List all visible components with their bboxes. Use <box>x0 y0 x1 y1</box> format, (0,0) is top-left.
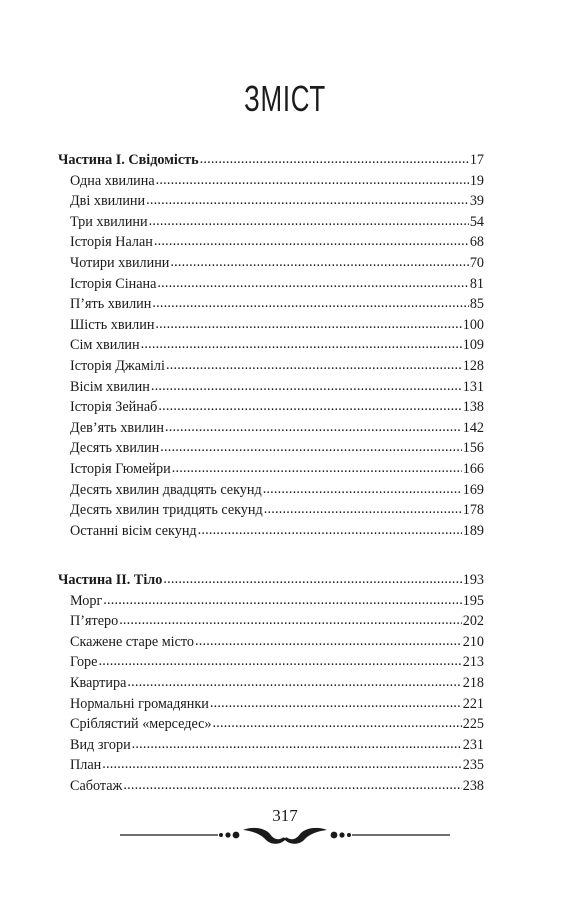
toc-entry <box>70 694 484 714</box>
dot-leader <box>154 231 469 251</box>
page-ref: 81 <box>469 275 484 292</box>
toc-entry <box>70 253 484 273</box>
page-ref: 221 <box>462 695 484 712</box>
chapter-title: Історія Гюмейри <box>70 461 171 477</box>
page-ref: 218 <box>462 675 484 691</box>
toc-entry <box>70 611 484 631</box>
toc-entry <box>70 591 484 611</box>
page-ref: 54 <box>469 213 484 230</box>
part-heading-row <box>58 570 484 590</box>
chapter-title: Десять хвилин двадцять секунд <box>70 481 262 498</box>
dot-leader <box>157 273 468 293</box>
chapter-title: Сім хвилин <box>70 337 140 354</box>
page-ref: 195 <box>462 592 484 609</box>
page-ref: 189 <box>462 522 484 539</box>
page-ref: 193 <box>462 572 484 588</box>
chapter-title: Скажене старе місто <box>70 633 195 650</box>
dot-leader <box>151 376 462 396</box>
page-ref: 85 <box>469 296 484 313</box>
chapter-title: Морг <box>70 592 103 609</box>
page-ref: 19 <box>469 172 484 189</box>
page-ref: 166 <box>462 461 484 477</box>
dot-leader <box>127 672 461 692</box>
dot-leader <box>103 590 461 610</box>
dot-leader <box>149 211 469 231</box>
toc-entry <box>70 652 484 672</box>
dot-leader <box>132 734 462 754</box>
toc-entry <box>70 500 484 520</box>
page-ref: 128 <box>462 358 484 374</box>
dot-leader <box>200 149 469 169</box>
chapter-title: П’ятеро <box>70 613 119 630</box>
page-ref: 68 <box>469 234 484 251</box>
toc-entry <box>70 191 484 211</box>
chapter-title: П’ять хвилин <box>70 296 152 313</box>
toc-title: ЗМІСТ <box>244 78 326 119</box>
toc-entry <box>70 356 484 376</box>
dot-leader <box>98 651 461 671</box>
chapter-title: Саботаж <box>70 778 123 794</box>
chapter-title: Сріблястий «мерседес» <box>70 716 212 733</box>
toc-entry <box>70 171 484 191</box>
dot-leader <box>172 458 462 478</box>
chapter-title: Десять хвилин <box>70 440 160 457</box>
toc-entry <box>70 438 484 458</box>
page-ref: 17 <box>469 152 484 168</box>
dot-leader <box>170 252 468 272</box>
page-ref: 109 <box>462 337 484 354</box>
toc-entry <box>70 274 484 294</box>
page-ref: 210 <box>462 633 484 650</box>
dot-leader <box>264 499 462 519</box>
toc-entry <box>70 714 484 734</box>
toc-entry <box>70 335 484 355</box>
page-ref: 202 <box>462 613 484 630</box>
toc-entry <box>70 755 484 775</box>
chapter-title: Вид згори <box>70 736 131 753</box>
toc-entry <box>70 212 484 232</box>
toc-entry <box>70 397 484 417</box>
dot-leader <box>160 437 462 457</box>
chapter-title: Дві хвилини <box>70 193 146 210</box>
page-ref: 213 <box>462 654 484 671</box>
dot-leader <box>213 713 462 733</box>
page-ref: 225 <box>462 716 484 733</box>
dot-leader <box>263 479 462 499</box>
dot-leader <box>156 170 469 190</box>
dot-leader <box>166 355 462 375</box>
chapter-title: Одна хвилина <box>70 172 155 189</box>
dot-leader <box>195 631 462 651</box>
page-ref: 238 <box>462 778 484 794</box>
chapter-title: Історія Джамілі <box>70 358 165 374</box>
dot-leader <box>163 569 461 589</box>
chapter-title: Історія Зейнаб <box>70 399 158 416</box>
toc-entry <box>70 459 484 479</box>
page-ref: 100 <box>462 316 484 333</box>
dot-leader <box>123 775 461 795</box>
dot-leader <box>146 190 469 210</box>
toc-entry <box>70 418 484 438</box>
part-title: Частина I. Свідомість <box>58 152 199 168</box>
chapter-title: Історія Налан <box>70 234 153 251</box>
toc-entry <box>70 377 484 397</box>
page-ref: 138 <box>462 399 484 416</box>
toc-entry <box>70 735 484 755</box>
toc-entry <box>70 480 484 500</box>
toc-entry <box>70 776 484 796</box>
page-ref: 142 <box>462 419 484 436</box>
page-ref: 131 <box>462 378 484 395</box>
dot-leader <box>102 754 462 774</box>
page-ref: 231 <box>462 736 484 753</box>
toc-entry <box>70 673 484 693</box>
chapter-title: Три хвилини <box>70 213 148 230</box>
dot-leader <box>152 293 468 313</box>
chapter-title: Останні вісім секунд <box>70 522 197 539</box>
page-ref: 169 <box>462 481 484 498</box>
toc-entry <box>70 632 484 652</box>
chapter-title: Квартира <box>70 675 127 691</box>
dot-leader <box>198 520 462 540</box>
dot-leader <box>210 693 462 713</box>
toc-entry <box>70 315 484 335</box>
dot-leader <box>119 610 462 630</box>
page-ref: 178 <box>462 502 484 519</box>
toc-entry <box>70 294 484 314</box>
chapter-title: Вісім хвилин <box>70 378 150 395</box>
chapter-title: Дев’ять хвилин <box>70 419 164 436</box>
part-heading-row <box>58 150 484 170</box>
toc-entry <box>70 232 484 252</box>
chapter-title: Нормальні громадянки <box>70 695 209 712</box>
chapter-title: Історія Сінана <box>70 275 157 292</box>
page-ref: 235 <box>462 757 484 774</box>
chapter-title: Чотири хвилини <box>70 255 170 271</box>
chapter-title: Горе <box>70 654 98 671</box>
chapter-title: План <box>70 757 102 774</box>
toc-entry <box>70 521 484 541</box>
chapter-title: Десять хвилин тридцять секунд <box>70 502 263 519</box>
page-ref: 156 <box>462 440 484 457</box>
dot-leader <box>155 314 461 334</box>
dot-leader <box>158 396 461 416</box>
page-ref: 70 <box>469 255 484 271</box>
page-number: 317 <box>272 806 298 825</box>
chapter-title: Шість хвилин <box>70 316 155 333</box>
dot-leader <box>141 334 462 354</box>
page-ref: 39 <box>469 193 484 210</box>
dot-leader <box>165 417 462 437</box>
part-title: Частина II. Тіло <box>58 572 163 588</box>
ornament-divider-icon <box>118 822 452 848</box>
